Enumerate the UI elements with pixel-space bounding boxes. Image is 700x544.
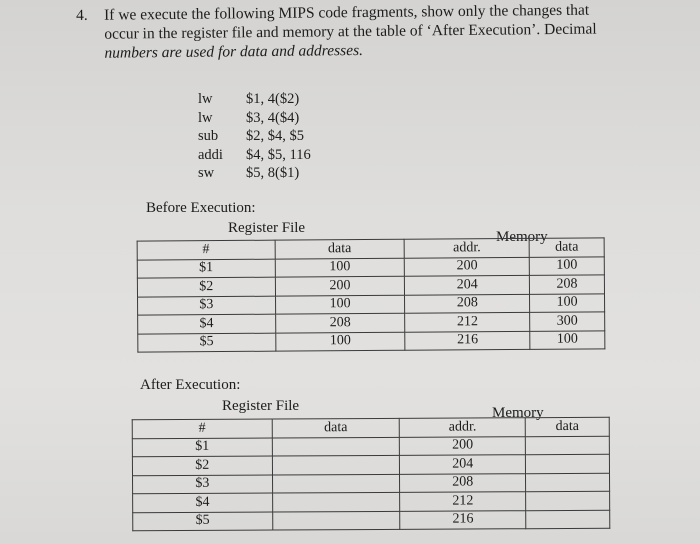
table-cell: 212	[405, 312, 530, 331]
table-cell: 216	[405, 331, 530, 350]
header-cell: data	[529, 238, 604, 257]
before-label: Before Execution:	[146, 200, 256, 216]
code-op: lw	[198, 109, 213, 126]
after-label: After Execution:	[140, 377, 241, 393]
header-cell: data	[272, 418, 400, 437]
after-table	[132, 417, 611, 532]
code-line	[198, 164, 311, 183]
table-row	[132, 454, 609, 475]
table-row	[132, 436, 609, 457]
table-cell: 208	[529, 275, 604, 294]
table-cell: $3	[133, 475, 273, 494]
table-cell: $3	[138, 296, 276, 315]
header-cell: #	[132, 419, 272, 438]
code-args: $2, $4, $5	[246, 128, 304, 144]
table-cell	[526, 491, 610, 510]
header-cell: #	[137, 240, 275, 259]
table-cell: 200	[275, 276, 405, 295]
table-cell: 100	[530, 330, 605, 349]
table-cell: 300	[530, 312, 605, 331]
table-cell: 208	[275, 313, 405, 332]
table-cell: 100	[275, 295, 405, 314]
code-op: lw	[198, 91, 213, 107]
table-cell: $2	[137, 277, 275, 296]
table-cell: $4	[133, 493, 273, 512]
table-cell	[272, 437, 400, 456]
table-cell: $4	[138, 314, 276, 333]
code-line	[198, 90, 311, 109]
before-table	[137, 237, 606, 352]
question-text	[104, 0, 685, 63]
table-cell	[272, 511, 400, 530]
after-memory-title: Memory	[492, 405, 544, 421]
table-cell: $2	[132, 456, 272, 475]
table-cell	[526, 510, 610, 529]
table-cell	[272, 455, 400, 474]
table-cell: 200	[400, 436, 526, 455]
table-cell: 200	[405, 257, 530, 276]
table-cell: 208	[400, 473, 526, 492]
code-line	[198, 127, 311, 146]
table-cell: 216	[400, 510, 526, 529]
before-register-title: Register File	[228, 220, 306, 236]
table-row	[138, 330, 605, 352]
table-row	[132, 417, 609, 438]
question-line-1: If we execute the following MIPS code fragments, show only the changes that	[104, 1, 590, 24]
header-cell: addr.	[400, 418, 526, 437]
code-op: addi	[198, 146, 223, 163]
question-line-3: numbers are used for data and addresses.	[104, 41, 364, 62]
table-row	[133, 510, 610, 531]
table-cell: $1	[132, 438, 272, 457]
before-memory-title: Memory	[496, 229, 548, 245]
table-cell	[525, 436, 609, 455]
table-cell	[526, 473, 610, 492]
code-op: sub	[198, 128, 219, 144]
table-cell: $1	[137, 259, 275, 278]
code-args: $5, 8($1)	[246, 165, 300, 181]
table-cell: 100	[275, 332, 405, 351]
question-number: 4.	[76, 6, 88, 24]
code-args: $1, 4($2)	[246, 91, 300, 107]
code-line	[198, 146, 311, 165]
header-cell: data	[275, 239, 405, 258]
code-op: sw	[198, 165, 215, 181]
table-cell	[526, 454, 610, 473]
table-cell: 204	[400, 455, 526, 474]
table-cell	[272, 474, 400, 493]
question	[76, 0, 676, 62]
mips-code	[198, 90, 311, 183]
table-cell: 100	[275, 258, 405, 277]
table-cell: $5	[138, 333, 276, 352]
table-cell	[272, 492, 400, 511]
table-row	[133, 491, 610, 512]
table-cell: 100	[530, 293, 605, 312]
question-line-2: occur in the register file and memory at the table of ‘After Execution’. Decimal	[104, 20, 597, 43]
table-cell: $5	[133, 512, 273, 531]
code-args: $3, 4($4)	[246, 109, 300, 126]
table-row	[133, 473, 610, 494]
table-cell: 208	[405, 294, 530, 313]
header-cell: data	[525, 417, 609, 436]
table-cell: 212	[400, 492, 526, 511]
table-cell: 100	[529, 256, 604, 275]
code-line	[198, 109, 311, 128]
code-args: $4, $5, 116	[246, 146, 311, 163]
header-cell: addr.	[405, 238, 530, 257]
table-cell: 204	[405, 275, 530, 294]
after-register-title: Register File	[222, 398, 300, 414]
